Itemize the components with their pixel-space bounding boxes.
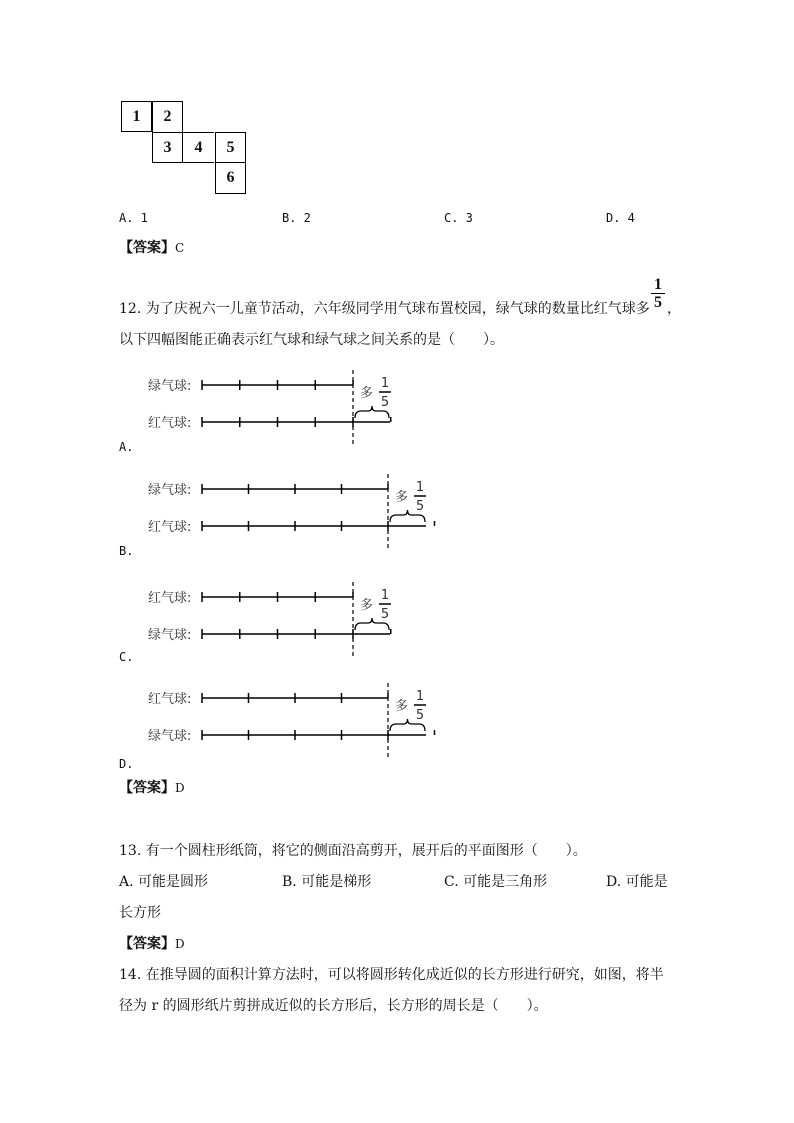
- q13-option-d-wrap: 长方形: [119, 905, 161, 921]
- diagram-b: [140, 474, 460, 564]
- diagram-bottom-label: 绿气球:: [148, 729, 192, 744]
- diagram-top-label: 红气球:: [148, 692, 192, 707]
- net-cell-5: 5: [215, 132, 246, 163]
- q12-fraction: [651, 276, 665, 311]
- diagram-a: [140, 370, 460, 460]
- net-cell-6: 6: [215, 163, 246, 194]
- diagram-fraction-denominator: 5: [380, 607, 390, 622]
- diagram-more-label: 多: [360, 598, 374, 613]
- diagram-more-label: 多: [395, 490, 409, 505]
- diagram-fraction-numerator: 1: [380, 376, 390, 391]
- diagram-more-label: 多: [395, 699, 409, 714]
- diagram-c: [140, 582, 460, 672]
- answer-label: 【答案】: [119, 936, 175, 952]
- diagram-option-letter: C.: [119, 650, 134, 664]
- diagram-option-letter: D.: [119, 757, 134, 771]
- diagram-top-label: 绿气球:: [148, 483, 192, 498]
- fraction-denominator: 5: [654, 294, 662, 311]
- diagram-fraction-denominator: 5: [380, 395, 390, 410]
- net-cell-3: 3: [152, 132, 183, 163]
- q13-option-c: C. 可能是三角形: [444, 874, 548, 890]
- q11-option-c: C. 3: [444, 211, 473, 225]
- diagram-bottom-label: 红气球:: [148, 520, 192, 535]
- answer-label: 【答案】: [119, 240, 175, 256]
- q11-option-b: B. 2: [282, 211, 311, 225]
- diagram-fraction-numerator: 1: [415, 480, 425, 495]
- q13-option-d: D. 可能是: [606, 874, 668, 890]
- diagram-top-label: 绿气球:: [148, 379, 192, 394]
- q13-option-a: A. 可能是圆形: [119, 874, 209, 890]
- q11-option-a: A. 1: [119, 211, 148, 225]
- answer-label: 【答案】: [119, 780, 175, 796]
- diagram-bottom-label: 红气球:: [148, 416, 192, 431]
- answer-value: C: [175, 241, 185, 255]
- diagram-bottom-label: 绿气球:: [148, 628, 192, 643]
- q12-stem-comma: ，: [667, 301, 681, 317]
- diagram-fraction-denominator: 5: [415, 708, 425, 723]
- net-cell-4: 4: [183, 132, 214, 163]
- net-cell-1: 1: [121, 101, 152, 132]
- q12-stem-text: 12. 为了庆祝六一儿童节活动，六年级同学用气球布置校园，绿气球的数量比红气球多: [119, 301, 650, 317]
- diagram-fraction-numerator: 1: [415, 689, 425, 704]
- answer-value: D: [175, 937, 185, 951]
- q13-answer: [119, 934, 185, 954]
- q13-option-b: B. 可能是梯形: [282, 874, 372, 890]
- diagram-more-label: 多: [360, 386, 374, 401]
- fraction-numerator: 1: [651, 276, 665, 294]
- diagram-fraction-denominator: 5: [415, 499, 425, 514]
- q14-stem-line1: 14. 在推导圆的面积计算方法时，可以将圆形转化成近似的长方形进行研究，如图，将半: [119, 967, 664, 983]
- q12-stem-line2: 以下四幅图能正确表示红气球和绿气球之间关系的是（ ）。: [119, 332, 504, 348]
- q14-stem-line2: 径为 r 的圆形纸片剪拼成近似的长方形后，长方形的周长是（ ）。: [119, 998, 548, 1014]
- diagram-top-label: 红气球:: [148, 591, 192, 606]
- net-cell-2: 2: [152, 101, 183, 132]
- diagram-d: [140, 683, 460, 773]
- diagram-fraction-numerator: 1: [380, 588, 390, 603]
- diagram-option-letter: A.: [119, 440, 134, 454]
- q12-answer: [119, 778, 185, 798]
- diagram-option-letter: B.: [119, 544, 134, 558]
- q11-option-d: D. 4: [606, 211, 635, 225]
- q13-stem: 13. 有一个圆柱形纸筒，将它的侧面沿高剪开，展开后的平面图形（ ）。: [119, 843, 587, 859]
- q12-stem-line1: [119, 299, 650, 319]
- q11-answer: [119, 238, 184, 258]
- answer-value: D: [175, 781, 185, 795]
